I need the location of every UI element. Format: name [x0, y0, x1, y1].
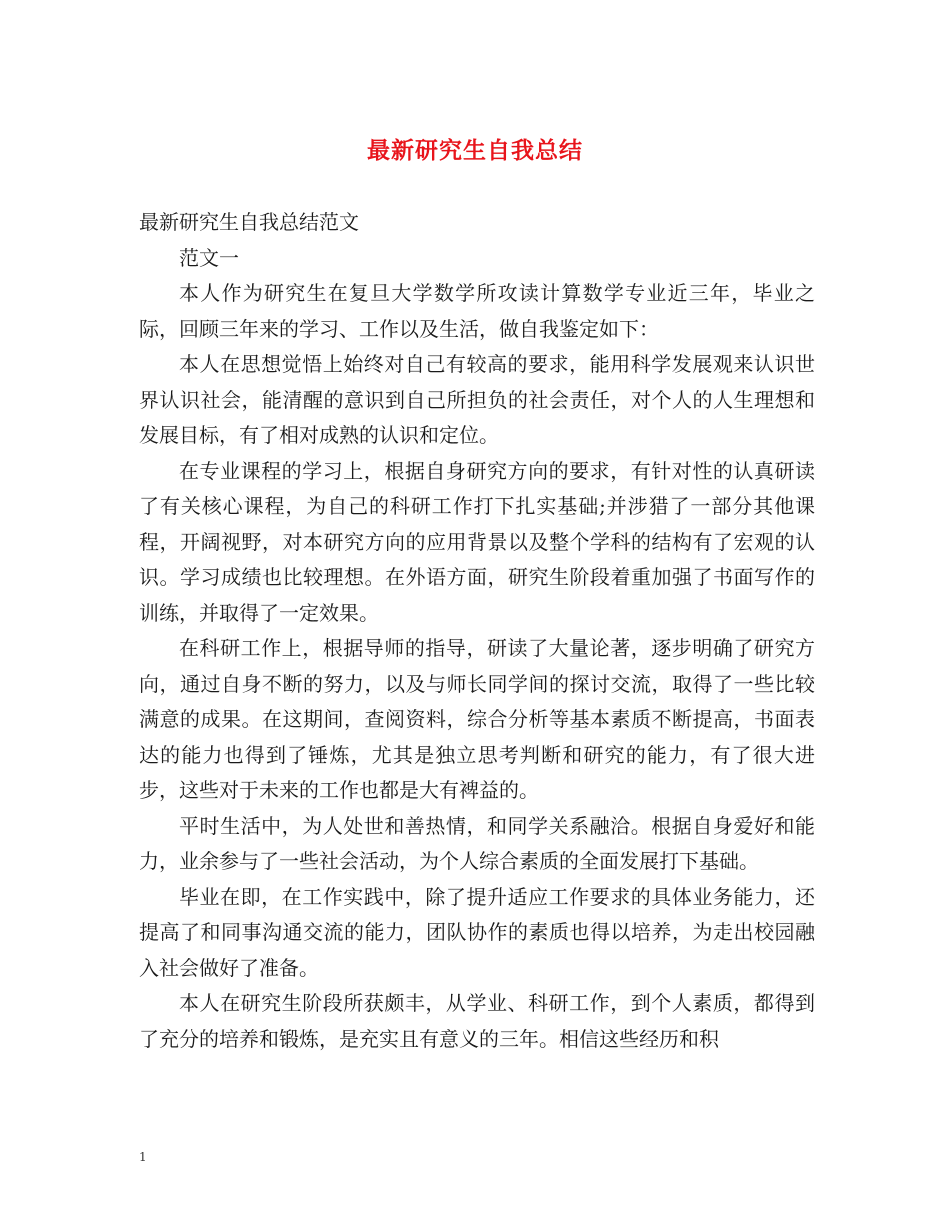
section-label: 范文一 — [179, 245, 239, 270]
paragraph-4: 在科研工作上，根据导师的指导，研读了大量论著，逐步明确了研究方向，通过自身不断的努力，以及与师长同学间的探讨交流，取得了一些比较满意的成果。在这期间，查阅资料，综合分析等基本素质不断提高，书面表达的能力也得到了锤炼，尤其是独立思考判断和研究的能力，有了很大进步，这些对于未来的工作也都是大有裨益的。 — [139, 636, 815, 802]
paragraph-1: 本人作为研究生在复旦大学数学所攻读计算数学专业近三年，毕业之际，回顾三年来的学习、工作以及生活，做自我鉴定如下： — [139, 281, 815, 341]
paragraph-2: 本人在思想觉悟上始终对自己有较高的要求，能用科学发展观来认识世界认识社会，能清醒的意识到自己所担负的社会责任，对个人的人生理想和发展目标，有了相对成熟的认识和定位。 — [139, 352, 815, 447]
paragraph-5: 平时生活中，为人处世和善热情，和同学关系融洽。根据自身爱好和能力，业余参与了一些社会活动，为个人综合素质的全面发展打下基础。 — [139, 813, 815, 873]
paragraph-7: 本人在研究生阶段所获颇丰，从学业、科研工作，到个人素质，都得到了充分的培养和锻炼，是充实且有意义的三年。相信这些经历和积 — [139, 991, 815, 1051]
paragraph-3: 在专业课程的学习上，根据自身研究方向的要求，有针对性的认真研读了有关核心课程，为自己的科研工作打下扎实基础;并涉猎了一部分其他课程，开阔视野，对本研究方向的应用背景以及整个学科的结构有了宏观的认识。学习成绩也比较理想。在外语方面，研究生阶段着重加强了书面写作的训练，并取得了一定效果。 — [139, 458, 815, 625]
page-number: 1 — [139, 1150, 147, 1164]
document-title: 最新研究生自我总结 — [367, 137, 583, 164]
document-body — [139, 205, 815, 1057]
paragraph-6: 毕业在即，在工作实践中，除了提升适应工作要求的具体业务能力，还提高了和同事沟通交流的能力，团队协作的素质也得以培养，为走出校园融入社会做好了准备。 — [139, 884, 815, 980]
document-subtitle: 最新研究生自我总结范文 — [139, 210, 359, 234]
